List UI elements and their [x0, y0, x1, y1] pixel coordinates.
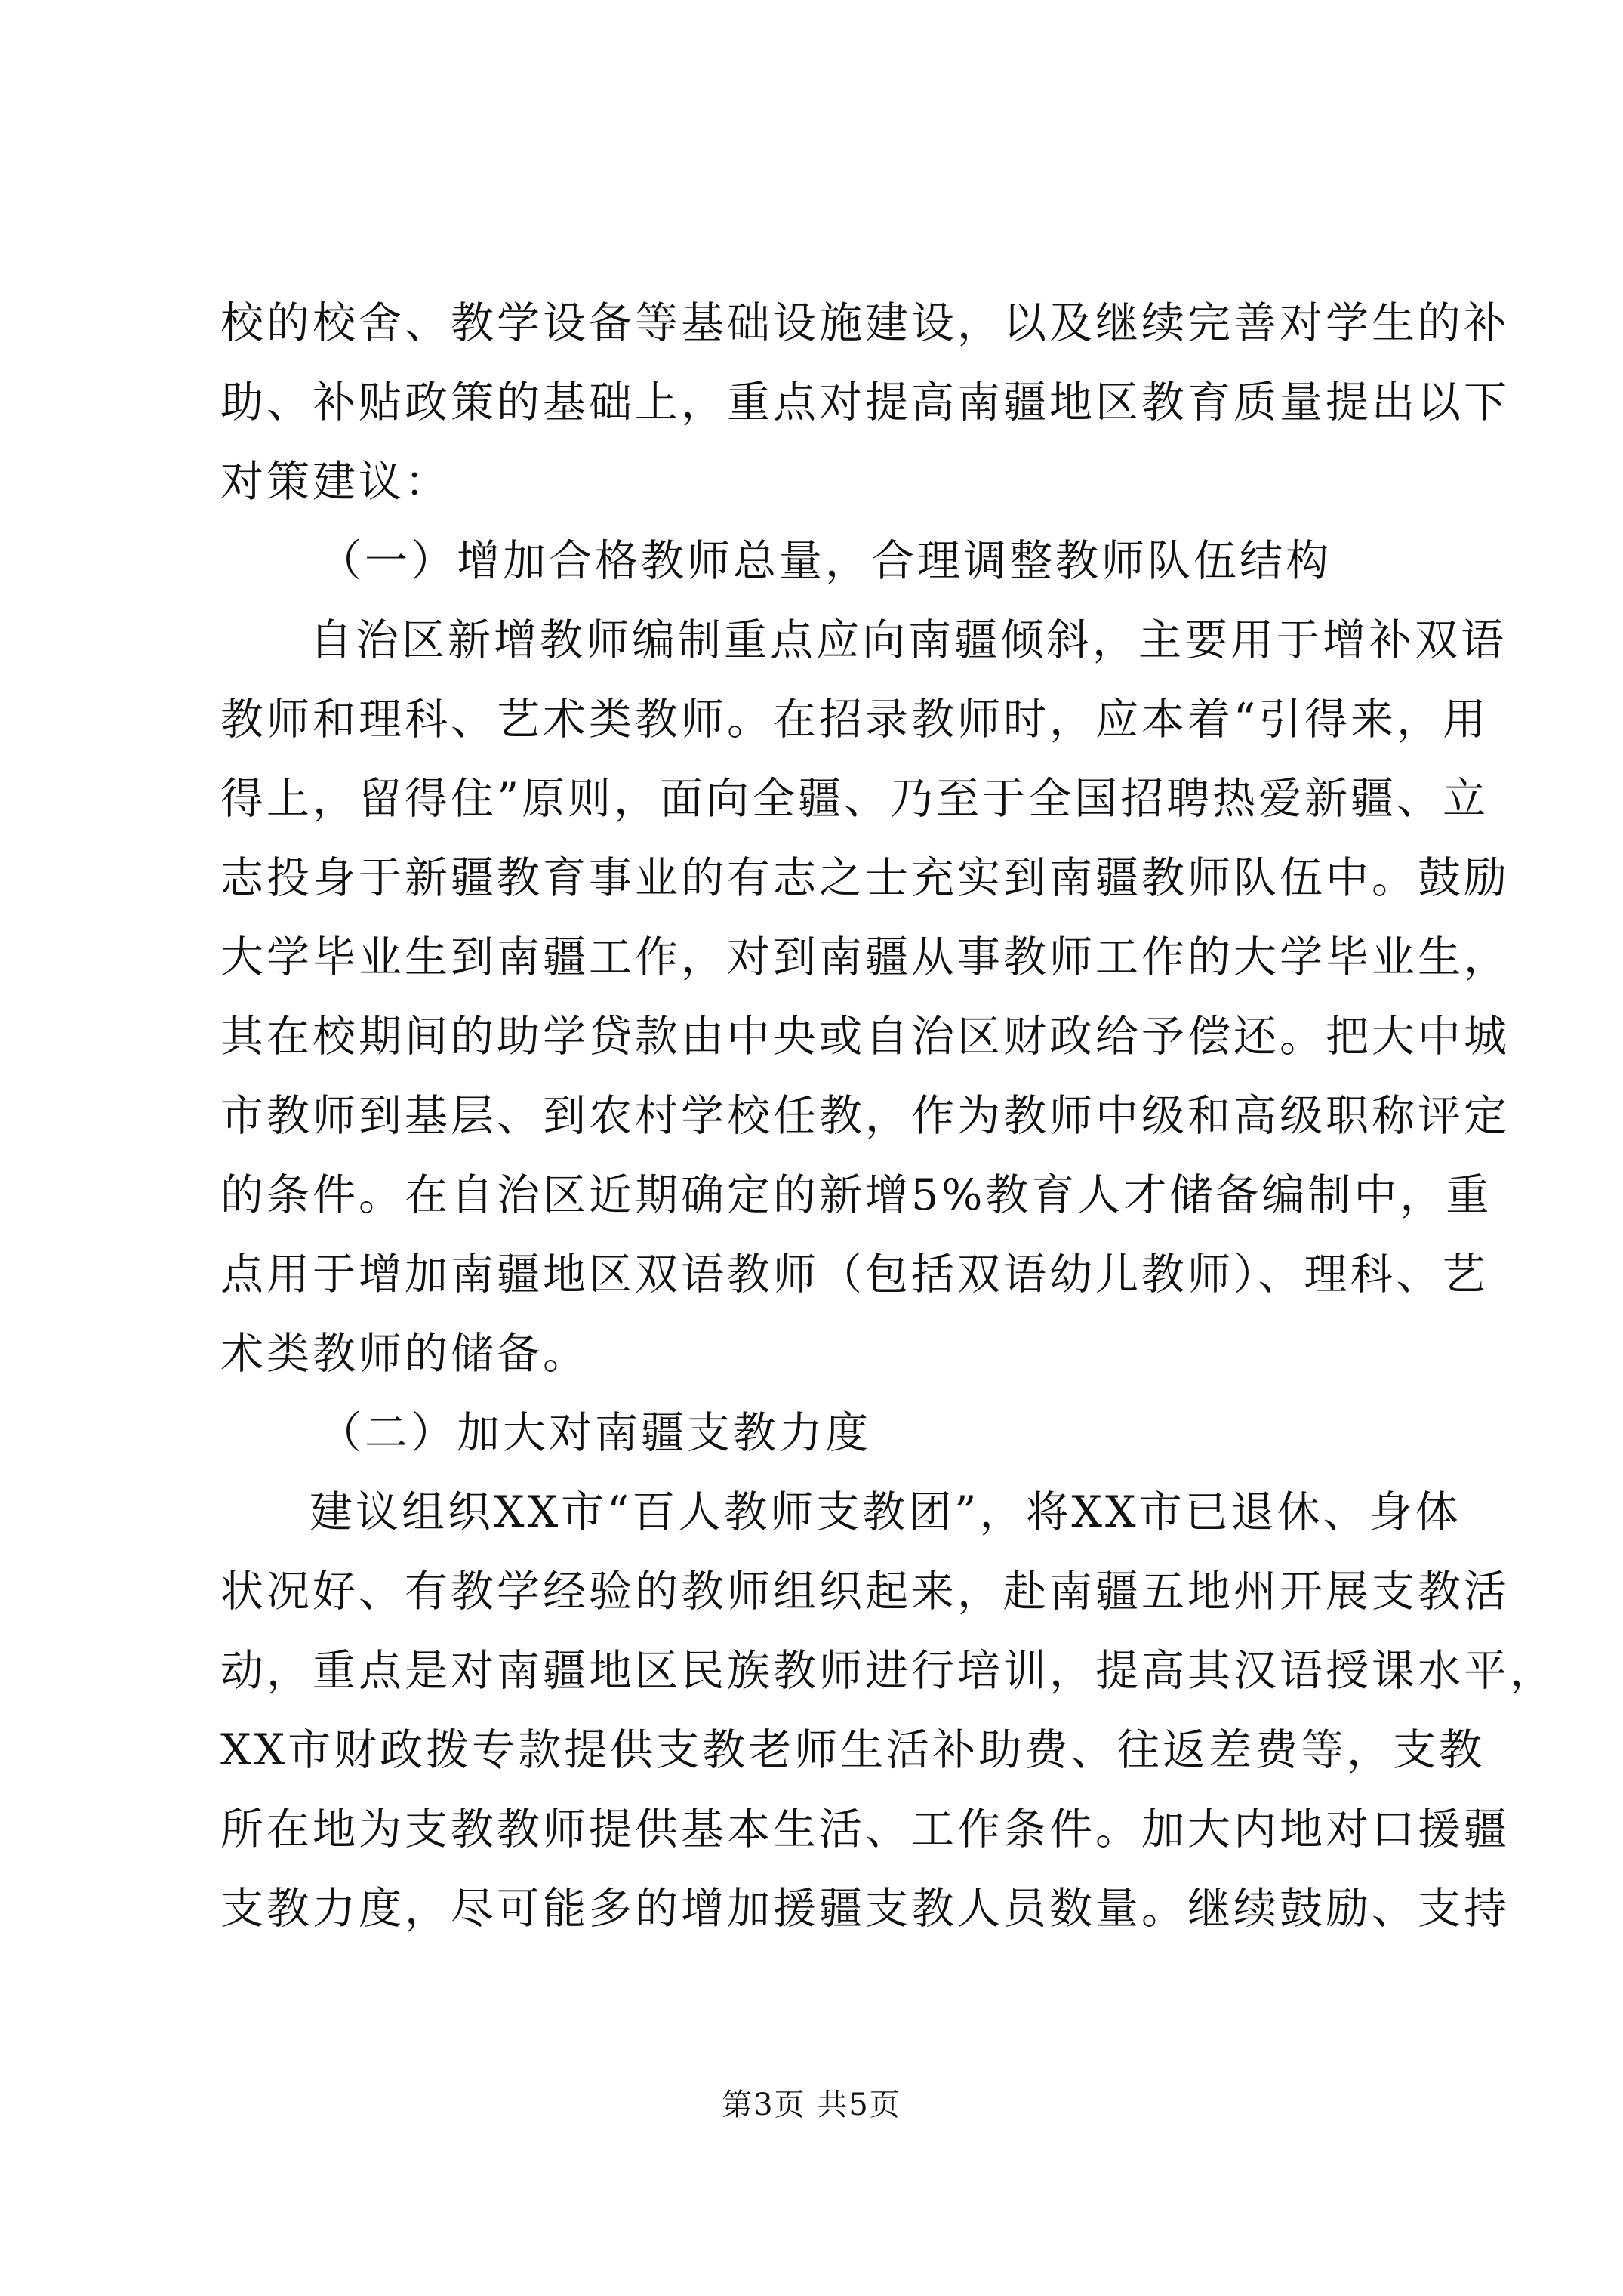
section-heading: （一）增加合格教师总量，合理调整教师队伍结构 — [319, 536, 1332, 586]
text-line: 市教师到基层、到农村学校任教，作为教师中级和高级职称评定 — [220, 1091, 1510, 1141]
text-line: 点用于增加南疆地区双语教师（包括双语幼儿教师）、理科、艺 — [220, 1250, 1489, 1299]
text-line: 状况好、有教学经验的教师组织起来，赴南疆五地州开展支教活 — [220, 1567, 1510, 1616]
text-line: 校的校舍、教学设备等基础设施建设，以及继续完善对学生的补 — [220, 298, 1510, 348]
text-line: XX市财政拨专款提供支教老师生活补助费、往返差费等，支教 — [220, 1725, 1486, 1775]
text-line: 的条件。在自治区近期确定的新增5%教育人才储备编制中，重 — [220, 1170, 1492, 1220]
text-line: 所在地为支教教师提供基本生活、工作条件。加大内地对口援疆 — [220, 1804, 1510, 1854]
text-line: 动，重点是对南疆地区民族教师进行培训，提高其汉语授课水平， — [220, 1646, 1556, 1696]
page-number-footer: 第3页 共5页 — [722, 2088, 901, 2122]
text-line: 其在校期间的助学贷款由中央或自治区财政给予偿还。把大中城 — [220, 1012, 1510, 1062]
text-line: 自治区新增教师编制重点应向南疆倾斜，主要用于增补双语 — [310, 615, 1507, 665]
text-line: 教师和理科、艺术类教师。在招录教师时，应本着“引得来，用 — [220, 695, 1489, 744]
text-line: 对策建议： — [220, 457, 451, 507]
text-line: 得上，留得住”原则，面向全疆、乃至于全国招聘热爱新疆、立 — [220, 774, 1489, 824]
text-line: 志投身于新疆教育事业的有志之士充实到南疆教师队伍中。鼓励 — [220, 853, 1510, 903]
text-line: 助、补贴政策的基础上，重点对提高南疆地区教育质量提出以下 — [220, 378, 1510, 427]
text-line: 支教力度，尽可能多的增加援疆支教人员数量。继续鼓励、支持 — [220, 1884, 1510, 1934]
section-heading: （二）加大对南疆支教力度 — [319, 1408, 871, 1458]
text-line: 建议组织XX市“百人教师支教团”，将XX市已退休、身体 — [310, 1487, 1461, 1537]
text-line: 术类教师的储备。 — [220, 1329, 589, 1379]
text-line: 大学毕业生到南疆工作，对到南疆从事教师工作的大学毕业生， — [220, 932, 1510, 982]
